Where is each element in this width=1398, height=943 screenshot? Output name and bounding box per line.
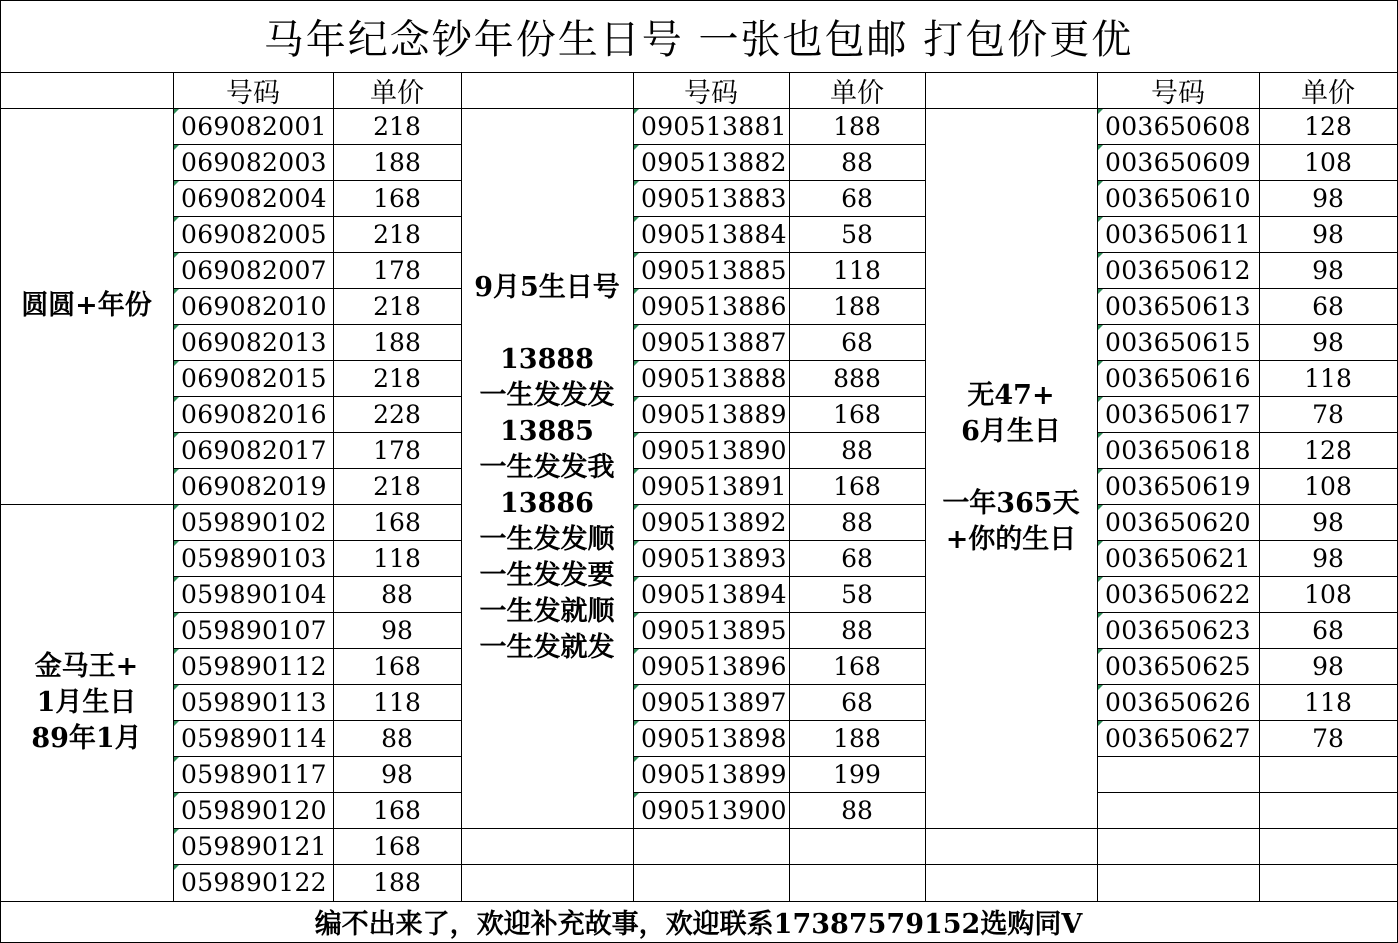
empty-cell bbox=[1259, 792, 1398, 829]
unit-price: 218 bbox=[333, 216, 462, 253]
serial-number: 059890107 bbox=[173, 612, 334, 649]
serial-number: 003650627 bbox=[1097, 720, 1260, 757]
header-code-1: 号码 bbox=[173, 72, 334, 109]
serial-number: 059890103 bbox=[173, 540, 334, 577]
serial-number: 090513889 bbox=[633, 396, 790, 433]
serial-number: 003650626 bbox=[1097, 684, 1260, 721]
serial-number: 059890117 bbox=[173, 756, 334, 793]
empty-cell bbox=[633, 828, 790, 865]
unit-price: 218 bbox=[333, 108, 462, 145]
serial-number: 003650608 bbox=[1097, 108, 1260, 145]
header-code-3: 号码 bbox=[1097, 72, 1260, 109]
unit-price: 188 bbox=[789, 288, 926, 325]
serial-number: 090513894 bbox=[633, 576, 790, 613]
unit-price: 88 bbox=[789, 612, 926, 649]
unit-price: 118 bbox=[333, 684, 462, 721]
group-label-birthday-0905: 9月5生日号 13888 一生发发发 13885 一生发发我 13886 一生发发顺 一生发发要 一生发就顺 一生发就发 bbox=[461, 108, 634, 829]
unit-price: 98 bbox=[333, 756, 462, 793]
unit-price: 168 bbox=[789, 396, 926, 433]
unit-price: 98 bbox=[1259, 648, 1398, 685]
unit-price: 168 bbox=[333, 180, 462, 217]
empty-cell bbox=[1097, 792, 1260, 829]
serial-number: 069082010 bbox=[173, 288, 334, 325]
serial-number: 003650620 bbox=[1097, 504, 1260, 541]
unit-price: 68 bbox=[789, 324, 926, 361]
unit-price: 888 bbox=[789, 360, 926, 397]
unit-price: 118 bbox=[1259, 684, 1398, 721]
empty-cell bbox=[925, 864, 1098, 902]
unit-price: 88 bbox=[333, 720, 462, 757]
unit-price: 168 bbox=[789, 468, 926, 505]
serial-number: 090513883 bbox=[633, 180, 790, 217]
serial-number: 090513892 bbox=[633, 504, 790, 541]
serial-number: 090513887 bbox=[633, 324, 790, 361]
serial-number: 090513881 bbox=[633, 108, 790, 145]
empty-cell bbox=[1097, 828, 1260, 865]
serial-number: 069082019 bbox=[173, 468, 334, 505]
serial-number: 090513891 bbox=[633, 468, 790, 505]
unit-price: 88 bbox=[789, 432, 926, 469]
serial-number: 003650616 bbox=[1097, 360, 1260, 397]
serial-number: 069082001 bbox=[173, 108, 334, 145]
serial-number: 059890122 bbox=[173, 864, 334, 902]
serial-number: 069082017 bbox=[173, 432, 334, 469]
unit-price: 168 bbox=[333, 828, 462, 865]
empty-cell bbox=[461, 864, 634, 902]
serial-number: 090513898 bbox=[633, 720, 790, 757]
serial-number: 069082004 bbox=[173, 180, 334, 217]
serial-number: 059890114 bbox=[173, 720, 334, 757]
serial-number: 069082003 bbox=[173, 144, 334, 181]
serial-number: 090513884 bbox=[633, 216, 790, 253]
unit-price: 188 bbox=[789, 720, 926, 757]
unit-price: 98 bbox=[1259, 216, 1398, 253]
header-code-2: 号码 bbox=[633, 72, 790, 109]
unit-price: 168 bbox=[333, 648, 462, 685]
unit-price: 88 bbox=[789, 144, 926, 181]
unit-price: 168 bbox=[333, 504, 462, 541]
unit-price: 188 bbox=[333, 144, 462, 181]
unit-price: 178 bbox=[333, 432, 462, 469]
header-blank bbox=[925, 72, 1098, 109]
serial-number: 069082005 bbox=[173, 216, 334, 253]
header-price-3: 单价 bbox=[1259, 72, 1398, 109]
serial-number: 090513893 bbox=[633, 540, 790, 577]
serial-number: 003650615 bbox=[1097, 324, 1260, 361]
serial-number: 069082016 bbox=[173, 396, 334, 433]
serial-number: 003650613 bbox=[1097, 288, 1260, 325]
unit-price: 168 bbox=[789, 648, 926, 685]
empty-cell bbox=[1259, 864, 1398, 902]
group-label-yuanyuan: 圆圆+年份 bbox=[0, 108, 174, 505]
unit-price: 58 bbox=[789, 216, 926, 253]
serial-number: 090513899 bbox=[633, 756, 790, 793]
header-price-2: 单价 bbox=[789, 72, 926, 109]
page-title: 马年纪念钞年份生日号 一张也包邮 打包价更优 bbox=[0, 0, 1398, 73]
unit-price: 98 bbox=[1259, 540, 1398, 577]
serial-number: 059890121 bbox=[173, 828, 334, 865]
unit-price: 188 bbox=[789, 108, 926, 145]
serial-number: 003650618 bbox=[1097, 432, 1260, 469]
group-label-wu47: 无47+ 6月生日 一年365天 +你的生日 bbox=[925, 108, 1098, 829]
unit-price: 199 bbox=[789, 756, 926, 793]
unit-price: 68 bbox=[1259, 288, 1398, 325]
empty-cell bbox=[789, 828, 926, 865]
header-price-1: 单价 bbox=[333, 72, 462, 109]
serial-number: 090513896 bbox=[633, 648, 790, 685]
empty-cell bbox=[633, 864, 790, 902]
unit-price: 108 bbox=[1259, 468, 1398, 505]
serial-number: 003650611 bbox=[1097, 216, 1260, 253]
serial-number: 003650609 bbox=[1097, 144, 1260, 181]
header-blank bbox=[0, 72, 174, 109]
unit-price: 218 bbox=[333, 288, 462, 325]
unit-price: 218 bbox=[333, 360, 462, 397]
unit-price: 68 bbox=[1259, 612, 1398, 649]
unit-price: 98 bbox=[1259, 180, 1398, 217]
unit-price: 78 bbox=[1259, 720, 1398, 757]
serial-number: 003650625 bbox=[1097, 648, 1260, 685]
serial-number: 059890102 bbox=[173, 504, 334, 541]
serial-number: 059890120 bbox=[173, 792, 334, 829]
unit-price: 128 bbox=[1259, 108, 1398, 145]
unit-price: 68 bbox=[789, 540, 926, 577]
empty-cell bbox=[925, 828, 1098, 865]
unit-price: 88 bbox=[789, 504, 926, 541]
serial-number: 090513885 bbox=[633, 252, 790, 289]
unit-price: 88 bbox=[789, 792, 926, 829]
unit-price: 88 bbox=[333, 576, 462, 613]
serial-number: 069082013 bbox=[173, 324, 334, 361]
serial-number: 069082015 bbox=[173, 360, 334, 397]
unit-price: 188 bbox=[333, 324, 462, 361]
unit-price: 188 bbox=[333, 864, 462, 902]
unit-price: 98 bbox=[1259, 324, 1398, 361]
unit-price: 78 bbox=[1259, 396, 1398, 433]
serial-number: 003650621 bbox=[1097, 540, 1260, 577]
serial-number: 003650617 bbox=[1097, 396, 1260, 433]
serial-number: 090513890 bbox=[633, 432, 790, 469]
serial-number: 090513888 bbox=[633, 360, 790, 397]
serial-number: 090513882 bbox=[633, 144, 790, 181]
empty-cell bbox=[1097, 756, 1260, 793]
footer-contact: 编不出来了，欢迎补充故事，欢迎联系17387579152选购同V bbox=[0, 901, 1398, 943]
unit-price: 108 bbox=[1259, 144, 1398, 181]
unit-price: 98 bbox=[333, 612, 462, 649]
serial-number: 090513886 bbox=[633, 288, 790, 325]
unit-price: 118 bbox=[333, 540, 462, 577]
empty-cell bbox=[1259, 828, 1398, 865]
unit-price: 228 bbox=[333, 396, 462, 433]
serial-number: 003650622 bbox=[1097, 576, 1260, 613]
unit-price: 128 bbox=[1259, 432, 1398, 469]
serial-number: 059890104 bbox=[173, 576, 334, 613]
unit-price: 118 bbox=[1259, 360, 1398, 397]
unit-price: 68 bbox=[789, 180, 926, 217]
unit-price: 178 bbox=[333, 252, 462, 289]
unit-price: 118 bbox=[789, 252, 926, 289]
serial-number: 003650623 bbox=[1097, 612, 1260, 649]
unit-price: 168 bbox=[333, 792, 462, 829]
serial-number: 003650610 bbox=[1097, 180, 1260, 217]
serial-number: 059890113 bbox=[173, 684, 334, 721]
unit-price: 58 bbox=[789, 576, 926, 613]
serial-number: 069082007 bbox=[173, 252, 334, 289]
unit-price: 98 bbox=[1259, 504, 1398, 541]
empty-cell bbox=[789, 864, 926, 902]
serial-number: 003650619 bbox=[1097, 468, 1260, 505]
header-blank bbox=[461, 72, 634, 109]
empty-cell bbox=[1259, 756, 1398, 793]
unit-price: 108 bbox=[1259, 576, 1398, 613]
serial-number: 003650612 bbox=[1097, 252, 1260, 289]
unit-price: 98 bbox=[1259, 252, 1398, 289]
serial-number: 090513900 bbox=[633, 792, 790, 829]
empty-cell bbox=[1097, 864, 1260, 902]
empty-cell bbox=[461, 828, 634, 865]
serial-number: 090513895 bbox=[633, 612, 790, 649]
unit-price: 68 bbox=[789, 684, 926, 721]
unit-price: 218 bbox=[333, 468, 462, 505]
group-label-jinmawang: 金马王+ 1月生日 89年1月 bbox=[0, 504, 174, 902]
serial-number: 059890112 bbox=[173, 648, 334, 685]
serial-number: 090513897 bbox=[633, 684, 790, 721]
